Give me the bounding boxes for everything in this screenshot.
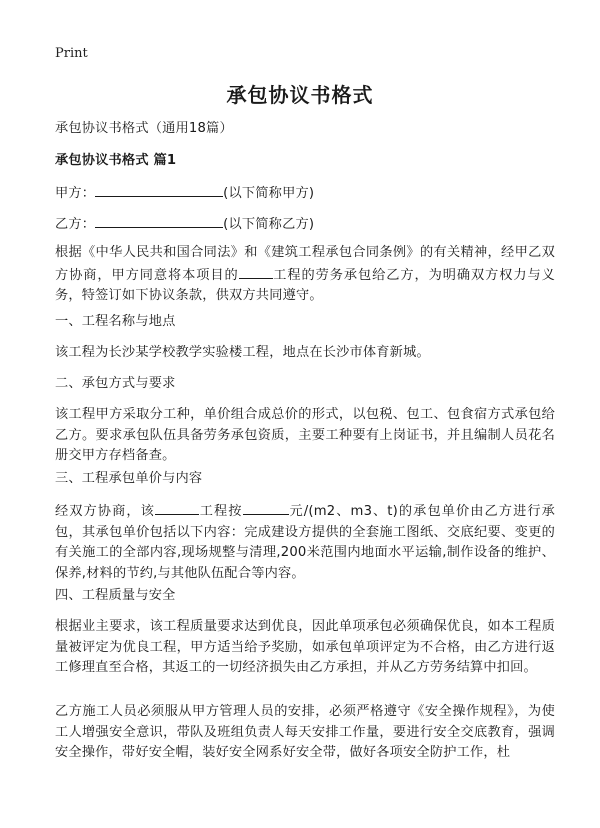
section-2-heading: 二、承包方式与要求 [55, 376, 176, 391]
party-b-suffix: (以下简称乙方) [223, 217, 315, 232]
preamble-part1: 根据《中华人民共和国合同法》和《建筑工程承包合同条例》的有关精神，经甲乙双方协商，甲方同意将本项目的 [55, 245, 555, 283]
section-3-part2: 工程按 [198, 504, 243, 519]
section-3-text [55, 500, 555, 584]
section-1-heading: 一、工程名称与地点 [55, 314, 176, 329]
party-a-blank [95, 182, 223, 197]
section-heading: 承包协议书格式 篇1 [55, 153, 177, 168]
party-b-line [55, 213, 555, 236]
section-1-text: 该工程为长沙某学校教学实验楼工程，地点在长沙市体育新城。 [55, 345, 430, 360]
document-title: 承包协议书格式 [226, 83, 374, 107]
section-4-heading: 四、工程质量与安全 [55, 588, 176, 603]
preamble-paragraph [55, 243, 555, 307]
party-a-label: 甲方： [55, 186, 96, 201]
party-a-suffix: (以下简称甲方) [223, 186, 315, 201]
document-subtitle: 承包协议书格式（通用18篇） [55, 121, 233, 136]
section-3-heading: 三、工程承包单价与内容 [55, 471, 203, 486]
work-type-blank [155, 500, 199, 515]
preamble-part2: 工程的劳务承包给乙方，为明确双方权力与义务，特签订如下协议条款，供双方共同遵守。 [55, 267, 555, 303]
unit-price-blank [243, 500, 289, 515]
party-b-label: 乙方： [55, 217, 96, 232]
section-3-part3: 元/(m2、m3、t)的承包单价由乙方进行承包，其承包单价包括以下内容：完成建设方提供的全套施工图纸、交底纪要、变更的有关施工的全部内容,现场规整与清理,200米范围内地面水平运输,制作设备的维护、保养,材料的节约,与其他队伍配合等内容。 [55, 504, 555, 581]
section-4-text-1: 根据业主要求，该工程质量要求达到优良，因此单项承包必须确保优良，如本工程质量被评定为优良工程，甲方适当给予奖励，如承包单项评定为不合格，由乙方进行返工修理直至合格，其返工的一切经济损失由乙方承担，并从乙方劳务结算中扣回。 [55, 619, 555, 675]
section-2-text: 该工程甲方采取分工种，单价组合成总价的形式，以包税、包工、包食宿方式承包给乙方。要求承包队伍具备劳务承包资质，主要工种要有上岗证书，并且编制人员花名册交甲方存档备查。 [55, 407, 555, 463]
party-a-line [55, 182, 555, 205]
section-3-part1: 经双方协商，该 [55, 504, 155, 519]
party-b-blank [95, 213, 223, 228]
project-name-blank [239, 264, 273, 279]
section-4-text-2: 乙方施工人员必须服从甲方管理人员的安排，必须严格遵守《安全操作规程》，为使工人增强安全意识，带队及班组负责人每天安排工作量，要进行安全交底教育，强调安全操作，带好安全帽，装好安全网系好安全带，做好各项安全防护工作，杜 [55, 704, 555, 760]
print-link[interactable]: Print [55, 46, 88, 61]
